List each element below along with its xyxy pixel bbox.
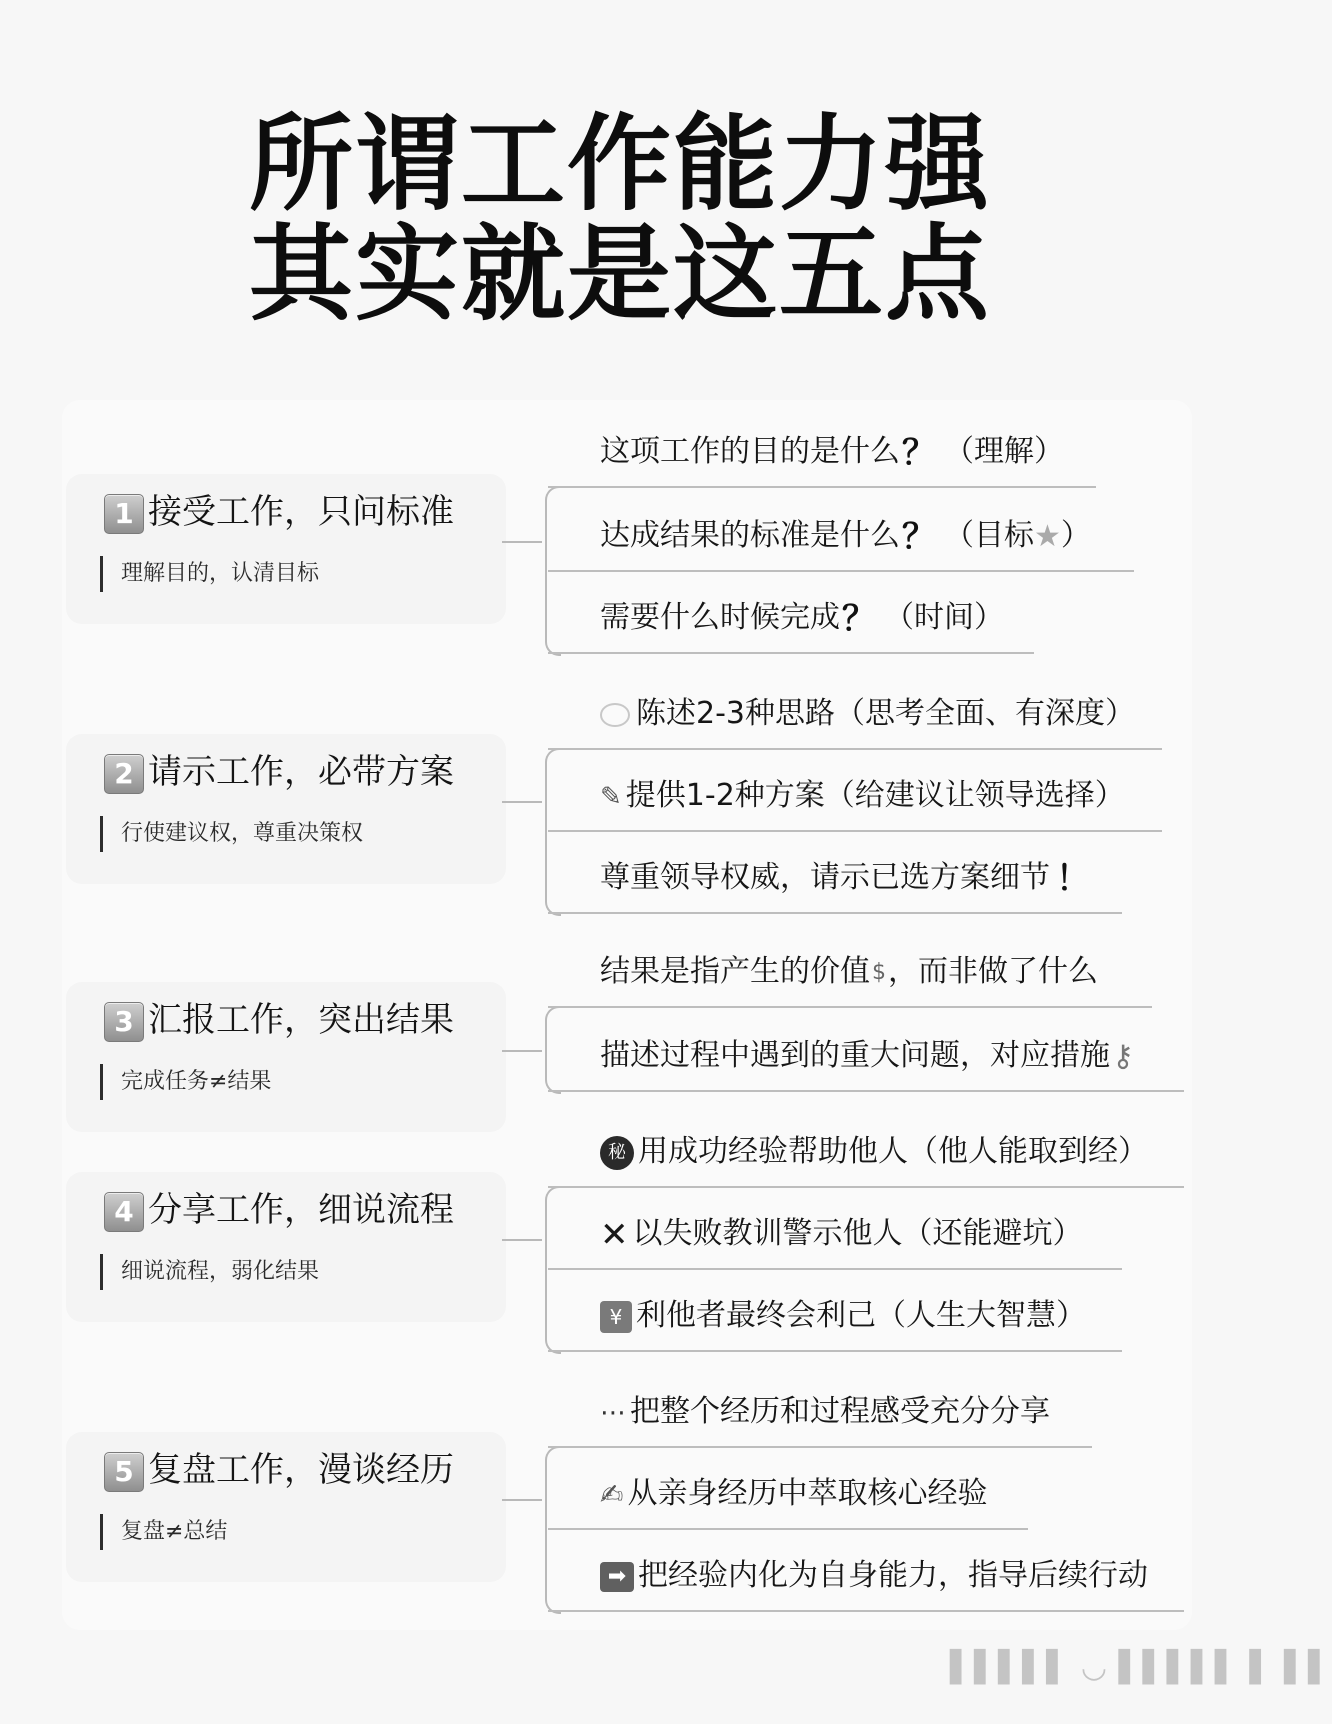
ellipsis-icon: ⋯ bbox=[600, 1397, 626, 1428]
section-1-connector bbox=[502, 541, 542, 543]
cross-mark-icon: ✕ bbox=[600, 1214, 629, 1255]
item-suffix: （理解） bbox=[944, 434, 1064, 469]
watermark: ▌▌▌▌▌ ◡ ▌▌▌▌▌ ▌ ▌▌ bbox=[950, 1650, 1332, 1685]
section-5-item-2 bbox=[600, 1472, 987, 1517]
section-5-card bbox=[66, 1432, 506, 1582]
thought-bubble-icon bbox=[600, 703, 630, 727]
number-4-icon: 4 bbox=[104, 1192, 144, 1232]
section-3-item-2 bbox=[600, 1034, 1134, 1079]
item-suffix: （时间） bbox=[884, 600, 1004, 635]
writing-hand-icon: ✍ bbox=[600, 1477, 624, 1511]
divider bbox=[548, 652, 1034, 654]
item-text: 陈述2-3种思路（思考全面、有深度） bbox=[636, 696, 1135, 731]
section-5-subtitle: 复盘≠总结 bbox=[100, 1514, 227, 1550]
divider bbox=[548, 1528, 1028, 1530]
section-1-subtitle: 理解目的，认清目标 bbox=[100, 556, 319, 592]
memo-pencil-icon: ✎ bbox=[600, 781, 622, 812]
item-text: 以失败教训警示他人（还能避坑） bbox=[632, 1216, 1083, 1251]
item-suffix-b: ） bbox=[1060, 518, 1091, 553]
section-4-subtitle: 细说流程，弱化结果 bbox=[100, 1254, 319, 1290]
divider bbox=[548, 1350, 1122, 1352]
section-2-item-3 bbox=[600, 856, 1090, 901]
section-2-item-1 bbox=[600, 692, 1135, 736]
item-text: 用成功经验帮助他人（他人能取到经） bbox=[638, 1134, 1148, 1169]
section-1-card bbox=[66, 474, 506, 624]
section-2-card bbox=[66, 734, 506, 884]
section-5-item-1 bbox=[600, 1390, 1050, 1435]
divider bbox=[548, 1610, 1184, 1612]
yen-chart-icon: ¥ bbox=[600, 1301, 632, 1333]
item-text: 利他者最终会利己（人生大智慧） bbox=[636, 1298, 1086, 1333]
divider bbox=[548, 1268, 1122, 1270]
section-4-card bbox=[66, 1172, 506, 1322]
number-2-icon: 2 bbox=[104, 754, 144, 794]
section-5-bracket bbox=[545, 1446, 561, 1614]
section-2-bracket bbox=[545, 748, 561, 916]
section-5-item-3 bbox=[600, 1554, 1148, 1598]
section-2-connector bbox=[502, 801, 542, 803]
section-1-item-2 bbox=[600, 514, 1091, 559]
star-icon: ★ bbox=[1034, 518, 1061, 554]
section-4-bracket bbox=[545, 1186, 561, 1354]
section-3-item-1 bbox=[600, 950, 1098, 995]
item-text: 提供1-2种方案（给建议让领导选择） bbox=[625, 778, 1125, 813]
divider bbox=[548, 748, 1162, 750]
section-3-connector bbox=[502, 1050, 542, 1052]
section-4-item-2 bbox=[600, 1212, 1083, 1257]
money-bag-icon: $ bbox=[872, 959, 886, 985]
divider bbox=[548, 570, 1134, 572]
exclamation-icon: ！ bbox=[1056, 858, 1090, 899]
divider bbox=[548, 830, 1162, 832]
item-suffix-a: （目标 bbox=[944, 518, 1034, 553]
section-2-item-2 bbox=[600, 774, 1125, 819]
soon-arrow-icon: ➡ bbox=[600, 1562, 634, 1592]
section-4-connector bbox=[502, 1239, 542, 1241]
divider bbox=[548, 486, 1096, 488]
question-mark-icon: ？ bbox=[902, 432, 936, 473]
section-1-item-3 bbox=[600, 596, 1004, 641]
number-5-icon: 5 bbox=[104, 1452, 144, 1492]
divider bbox=[548, 1006, 1152, 1008]
secret-badge-icon: 秘 bbox=[600, 1136, 634, 1170]
section-1-item-1 bbox=[600, 430, 1064, 475]
divider bbox=[548, 1186, 1184, 1188]
item-text: 需要什么时候完成 bbox=[600, 600, 840, 635]
item-text-a: 结果是指产生的价值 bbox=[600, 954, 870, 989]
number-1-icon: 1 bbox=[104, 494, 144, 534]
item-text: 从亲身经历中萃取核心经验 bbox=[627, 1476, 988, 1511]
section-3-card bbox=[66, 982, 506, 1132]
item-text-b: ，而非做了什么 bbox=[888, 954, 1098, 989]
item-text: 把整个经历和过程感受充分分享 bbox=[630, 1394, 1050, 1429]
question-mark-icon: ？ bbox=[842, 598, 876, 639]
section-5-heading: 复盘工作，漫谈经历 bbox=[148, 1450, 454, 1490]
question-mark-icon: ？ bbox=[902, 516, 936, 557]
section-3-heading: 汇报工作，突出结果 bbox=[148, 1000, 454, 1040]
section-3-bracket bbox=[545, 1006, 561, 1094]
item-text: 尊重领导权威，请示已选方案细节 bbox=[600, 860, 1050, 895]
section-5-connector bbox=[502, 1499, 542, 1501]
section-1-heading: 接受工作，只问标准 bbox=[148, 492, 454, 532]
section-4-item-1 bbox=[600, 1130, 1148, 1174]
section-4-heading: 分享工作，细说流程 bbox=[148, 1190, 454, 1230]
section-4-item-3 bbox=[600, 1294, 1086, 1338]
number-3-icon: 3 bbox=[104, 1002, 144, 1042]
section-2-heading: 请示工作，必带方案 bbox=[148, 752, 454, 792]
page-title-line-1: 所谓工作能力强 bbox=[248, 103, 991, 225]
item-text: 把经验内化为自身能力，指导后续行动 bbox=[638, 1558, 1148, 1593]
divider bbox=[548, 1090, 1184, 1092]
section-3-subtitle: 完成任务≠结果 bbox=[100, 1064, 271, 1100]
divider bbox=[548, 912, 1122, 914]
page-title-line-2: 其实就是这五点 bbox=[248, 213, 991, 335]
divider bbox=[548, 1446, 1092, 1448]
item-text: 描述过程中遇到的重大问题，对应措施 bbox=[600, 1038, 1110, 1073]
key-icon: ⚷ bbox=[1112, 1038, 1134, 1074]
section-2-subtitle: 行使建议权，尊重决策权 bbox=[100, 816, 363, 852]
item-text: 这项工作的目的是什么 bbox=[600, 434, 900, 469]
item-text: 达成结果的标准是什么 bbox=[600, 518, 900, 553]
